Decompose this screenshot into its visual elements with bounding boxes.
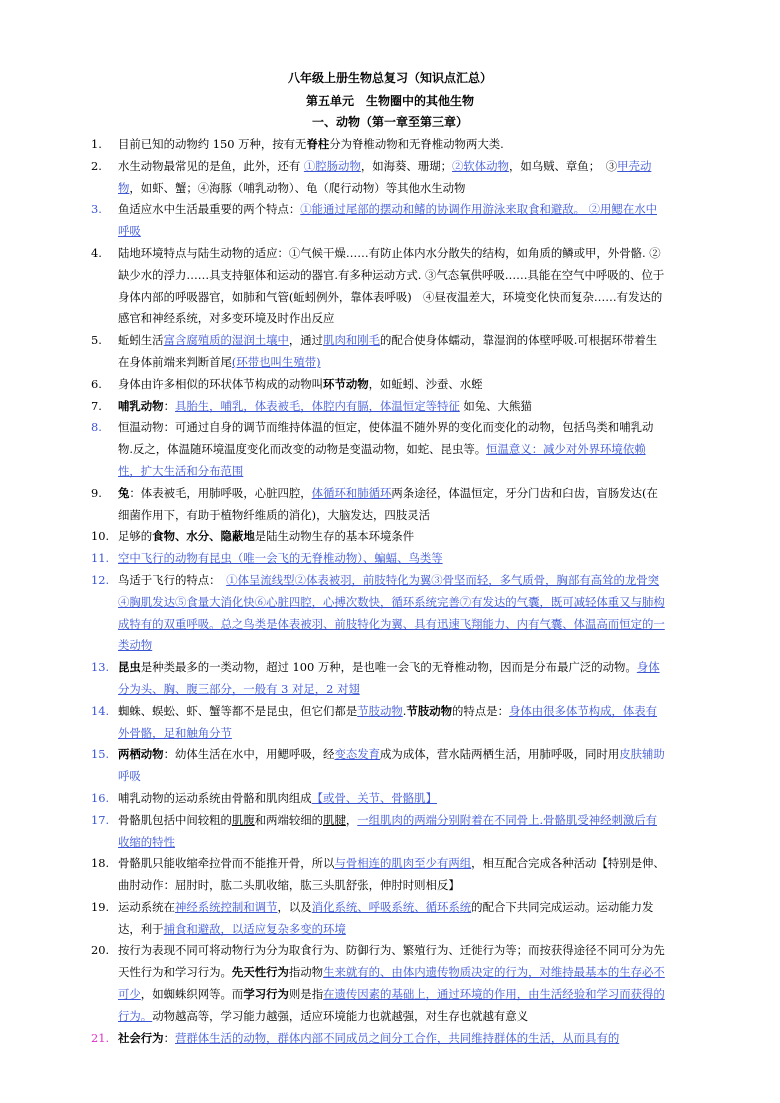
body-text: 蜘蛛、蜈蚣、虾、蟹等都不是昆虫，但它们都是	[118, 703, 358, 718]
underlined-key-point: 富含腐殖质的湿润土壤中	[163, 333, 289, 348]
underlined-key-point: ①体呈流线型②体表被羽，前肢特化为翼③骨坚而轻，多气质骨，胸部有高耸的龙骨突④胸肌发达⑤食量大消化快⑥心脏四腔，心搏次数快，循环系统完善⑦有发达的气囊，既可减轻体重又与肺构成特有的双重呼吸。总之鸟类是体表被羽、前肢特化为翼、具有迅速飞翔能力、内有气囊、体温高而恒定的一类动物	[118, 572, 665, 653]
knowledge-point-16	[91, 788, 666, 810]
knowledge-point-18	[91, 853, 666, 897]
knowledge-point-12	[91, 570, 666, 657]
bold-term: 昆虫	[118, 660, 141, 675]
underlined-key-point: 生来就有的、由体内遗传物质决定的行为，对维持最基本的生存必不可少	[118, 965, 665, 1002]
item-number: 14.	[91, 703, 110, 718]
item-number: 11.	[91, 551, 110, 566]
body-text: ，如蜘蛛织网等。而	[140, 987, 244, 1002]
underlined-key-point: 营群体生活的动物，群体内部不同成员之间分工合作，共同维持群体的生活，从而具有的	[174, 1030, 620, 1045]
item-number: 19.	[91, 899, 110, 914]
body-text: 成为成体，营水陆两栖生活，用肺呼吸，同时用	[380, 747, 620, 762]
underlined-key-point: 变态发育	[334, 747, 381, 762]
body-text: 运动系统在	[118, 899, 175, 914]
body-text: 的配合使身体蠕动，靠湿润的体壁呼吸.可根据环带着生在身体前端来判断首尾	[118, 333, 658, 369]
body-text: 水生动物最常见的是鱼，此外，还有	[118, 158, 304, 173]
body-text: 和两端较细的	[254, 812, 324, 827]
body-text: 的特点是：	[452, 703, 509, 718]
body-text: 的配合下共同完成运动。运动能力发达，利于	[118, 899, 654, 936]
body-text: 鱼适应水中生活最重要的两个特点：	[118, 202, 301, 217]
item-number: 17.	[91, 812, 110, 827]
body-text: 足够的	[118, 529, 153, 544]
underlined-key-point: 具胎生，哺乳，体表被毛，体腔内有膈，体温恒定等特征	[174, 398, 460, 413]
knowledge-point-7	[91, 396, 666, 418]
bold-term: 哺乳动物	[118, 398, 164, 413]
body-text: ，如乌贼、章鱼； ③	[508, 158, 618, 173]
underlined-key-point: 【或骨、关节、骨骼肌】	[311, 790, 437, 805]
knowledge-point-1	[91, 134, 666, 156]
section-heading: 一、动物（第一章至第三章）	[311, 115, 468, 129]
body-text: 动物越高等，学习能力越强，适应环境能力也就越强，对生存也就越有意义	[152, 1008, 529, 1023]
body-text: .	[402, 703, 407, 718]
underlined-key-point: (环带也叫生殖带)	[231, 354, 321, 369]
body-text: 陆地环境特点与陆生动物的适应：①气候干燥……有防止体内水分散失的结构，如角质的鳞或甲，外骨骼. ②缺少水的浮力……具支持躯体和运动的器官.有多种运动方式. ③气态氧供呼吸……具能在空气中呼吸的、位于身体内部的呼吸器官，如肺和气管(蚯蚓例外，靠体表呼吸) ④昼夜温差大，环境变化快而复杂……有发达的感官和神经系统，对多变环境及时作出反应	[118, 245, 665, 326]
body-text: 分为脊椎动物和无脊椎动物两大类.	[329, 137, 504, 151]
body-text: ，如虾、蟹；④海豚（哺乳动物）、龟（爬行动物）等其他水生动物	[129, 180, 466, 195]
knowledge-point-10	[91, 526, 666, 548]
underlined-key-point: 捕食和避敌，以适应复杂多变的环境	[163, 921, 346, 936]
body-text: 如兔、大熊猫	[459, 398, 532, 413]
knowledge-point-3	[91, 199, 666, 243]
document-title: 八年级上册生物总复习（知识点汇总）	[287, 71, 492, 85]
underlined-key-point: 空中飞行的动物有昆虫（唯一会飞的无脊椎动物）、蝙蝠、鸟类等	[118, 551, 443, 566]
item-number: 18.	[91, 856, 110, 871]
item-number: 2.	[91, 158, 102, 173]
body-text: 是种类最多的一类动物，超过 100 万种，是也唯一会飞的无脊椎动物，因而是分布最广泛的动物。	[140, 660, 637, 675]
item-number: 8.	[91, 420, 102, 435]
body-text: ，如海葵、珊瑚；	[360, 158, 452, 173]
bold-term: 学习行为	[243, 987, 289, 1002]
knowledge-point-2	[91, 156, 666, 200]
underlined-key-point: 在遗传因素的基础上，通过环境的作用，由生活经验和学习而获得的行为。	[118, 987, 665, 1023]
knowledge-point-17	[91, 810, 666, 854]
knowledge-point-19	[91, 897, 666, 941]
bold-term: 环节动物	[323, 376, 369, 391]
body-text: 骨骼肌包括中间较粗的	[118, 812, 232, 827]
bold-term: 食物、水分、隐蔽地	[152, 529, 255, 544]
body-text: ，以及	[277, 899, 312, 914]
underlined-key-point: 神经系统控制和调节	[174, 899, 278, 914]
body-text: ，相互配合完成各种活动【特别是伸、曲肘动作：屈肘时，肱二头肌收缩，肱三头肌舒张，伸肘时则相反】	[118, 856, 665, 893]
knowledge-point-9	[91, 483, 666, 527]
knowledge-point-8	[91, 417, 666, 482]
body-text: 鸟适于飞行的特点：	[118, 572, 227, 587]
knowledge-point-21	[91, 1028, 666, 1050]
item-number: 21.	[91, 1030, 110, 1045]
item-number: 13.	[91, 660, 110, 675]
item-number: 9.	[91, 485, 102, 500]
bold-term: 两栖动物	[118, 747, 164, 762]
knowledge-point-5	[91, 330, 666, 374]
body-text: ，如蚯蚓、沙蚕、水蛭	[368, 376, 483, 391]
item-number: 10.	[91, 529, 110, 544]
item-number: 3.	[91, 202, 102, 217]
highlighted-text: 皮肤辅助呼吸	[118, 747, 665, 784]
underlined-key-point: ①腔肠动物	[303, 158, 361, 173]
body-text: 蚯蚓生活	[118, 333, 164, 348]
body-text: 目前已知的动物约 150 万种，按有无	[118, 137, 307, 151]
item-number: 20.	[91, 943, 110, 958]
underlined-key-point: 肌肉和刚毛	[323, 333, 381, 348]
underlined-term: 肌腹	[231, 812, 255, 827]
bold-term: 节肢动物	[406, 703, 452, 718]
knowledge-point-list	[91, 134, 666, 1049]
underlined-key-point: 一组肌肉的两端分别附着在不同骨上.骨骼肌受神经刺激后有收缩的特性	[118, 812, 658, 849]
underlined-key-point: ①能通过尾部的摆动和鳍的协调作用游泳来取食和避敌。 ②用鳃在水中呼吸	[118, 202, 657, 239]
body-text: 则是指	[288, 987, 324, 1002]
item-number: 4.	[91, 245, 102, 260]
underlined-term: 肌腱	[323, 812, 346, 827]
body-text: 按行为表现不同可将动物行为分为取食行为、防御行为、繁殖行为、迁徙行为等；而按获得途径不同可分为先天性行为和学习行为。	[118, 943, 665, 980]
body-text: 骨骼肌只能收缩牵拉骨而不能推开骨，所以	[118, 856, 335, 871]
body-text: ：	[163, 1030, 175, 1045]
knowledge-point-6	[91, 374, 666, 396]
knowledge-point-15	[91, 744, 666, 788]
underlined-key-point: 甲壳动物	[118, 158, 652, 195]
body-text: 身体由许多相似的环状体节构成的动物叫	[118, 376, 324, 391]
knowledge-point-20	[91, 940, 666, 1027]
body-text: ：体表被毛，用肺呼吸，心脏四腔，	[129, 485, 312, 500]
underlined-key-point: 与骨相连的肌肉至少有两组	[334, 856, 472, 871]
item-number: 16.	[91, 790, 110, 805]
underlined-key-point: 身体分为头、胸、腹三部分，一般有 3 对足，2 对翅	[118, 660, 660, 696]
knowledge-point-4	[91, 243, 666, 330]
body-text: ，通过	[288, 333, 324, 348]
underlined-key-point: 身体由很多体节构成，体表有外骨骼，足和触角分节	[118, 703, 658, 740]
bold-term: 脊柱	[306, 137, 330, 151]
body-text: 哺乳动物的运动系统由骨骼和肌肉组成	[118, 790, 312, 805]
underlined-key-point: 消化系统、呼吸系统、循环系统	[311, 899, 472, 914]
body-text: ：幼体生活在水中，用鳃呼吸，经	[163, 747, 335, 762]
knowledge-point-11	[91, 548, 666, 570]
body-text: 两条途径，体温恒定，牙分门齿和臼齿，盲肠发达(在细菌作用下，有助于植物纤维质的消化)，大脑发达，四肢灵活	[118, 485, 658, 522]
bold-term: 先天性行为	[231, 965, 289, 980]
body-text: 恒温动物：可通过自身的调节而维持体温的恒定，使体温不随外界的变化而变化的动物，包括鸟类和哺乳动物.反之，体温随环境温度变化而改变的动物是变温动物，如蛇、昆虫等。	[118, 420, 654, 457]
underlined-key-point: 节肢动物	[357, 703, 403, 718]
body-text: ：	[163, 398, 175, 413]
underlined-key-point: 体循环和肺循环	[311, 485, 392, 500]
bold-term: 社会行为	[118, 1030, 164, 1045]
unit-heading: 第五单元 生物圈中的其他生物	[305, 94, 474, 108]
item-number: 5.	[91, 333, 102, 348]
knowledge-point-13	[91, 657, 666, 701]
body-text: 指动物	[288, 965, 324, 980]
underlined-key-point: 恒温意义：减少对外界环境依赖性，扩大生活和分布范围	[118, 442, 646, 478]
underlined-key-point: ②软体动物	[451, 158, 509, 173]
knowledge-point-14	[91, 701, 666, 745]
bold-term: 兔	[118, 485, 130, 500]
body-text: ，	[345, 812, 358, 827]
item-number: 6.	[91, 376, 102, 391]
item-number: 1.	[91, 137, 102, 151]
item-number: 15.	[91, 747, 110, 762]
item-number: 12.	[91, 572, 110, 587]
item-number: 7.	[91, 398, 102, 413]
body-text: 是陆生动物生存的基本环境条件	[254, 529, 415, 544]
